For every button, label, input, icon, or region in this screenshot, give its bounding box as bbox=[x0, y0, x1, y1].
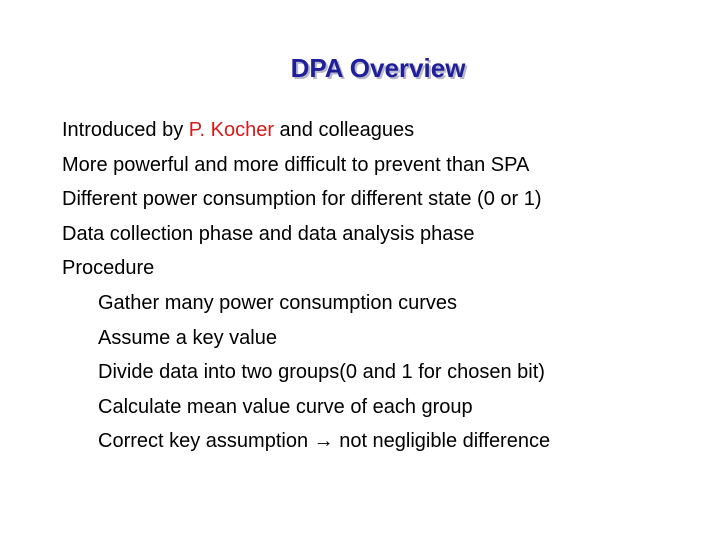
slide-title: DPA Overview bbox=[290, 53, 466, 83]
bullet-item: Procedure bbox=[62, 257, 155, 280]
bullet-item bbox=[62, 113, 550, 148]
bullet-item: Data collection phase and data analysis phase bbox=[62, 222, 475, 245]
author-name: P. Kocher bbox=[188, 119, 274, 141]
sub-bullet-item: Divide data into two groups(0 and 1 for chosen bit) bbox=[98, 361, 545, 384]
bullet-item: More powerful and more difficult to prevent than SPA bbox=[62, 153, 530, 176]
bullet-item: Different power consumption for different state (0 or 1) bbox=[62, 188, 542, 211]
sub-bullet-item: Correct key assumption → not negligible difference bbox=[98, 430, 551, 453]
bullet-text: and colleagues bbox=[274, 119, 415, 141]
sub-bullet-item: Assume a key value bbox=[98, 326, 277, 349]
bullet-text: Introduced by bbox=[62, 119, 189, 141]
sub-bullet-item: Gather many power consumption curves bbox=[98, 291, 458, 314]
sub-bullet-item: Calculate mean value curve of each group bbox=[98, 395, 473, 418]
bullet-list bbox=[62, 113, 550, 459]
